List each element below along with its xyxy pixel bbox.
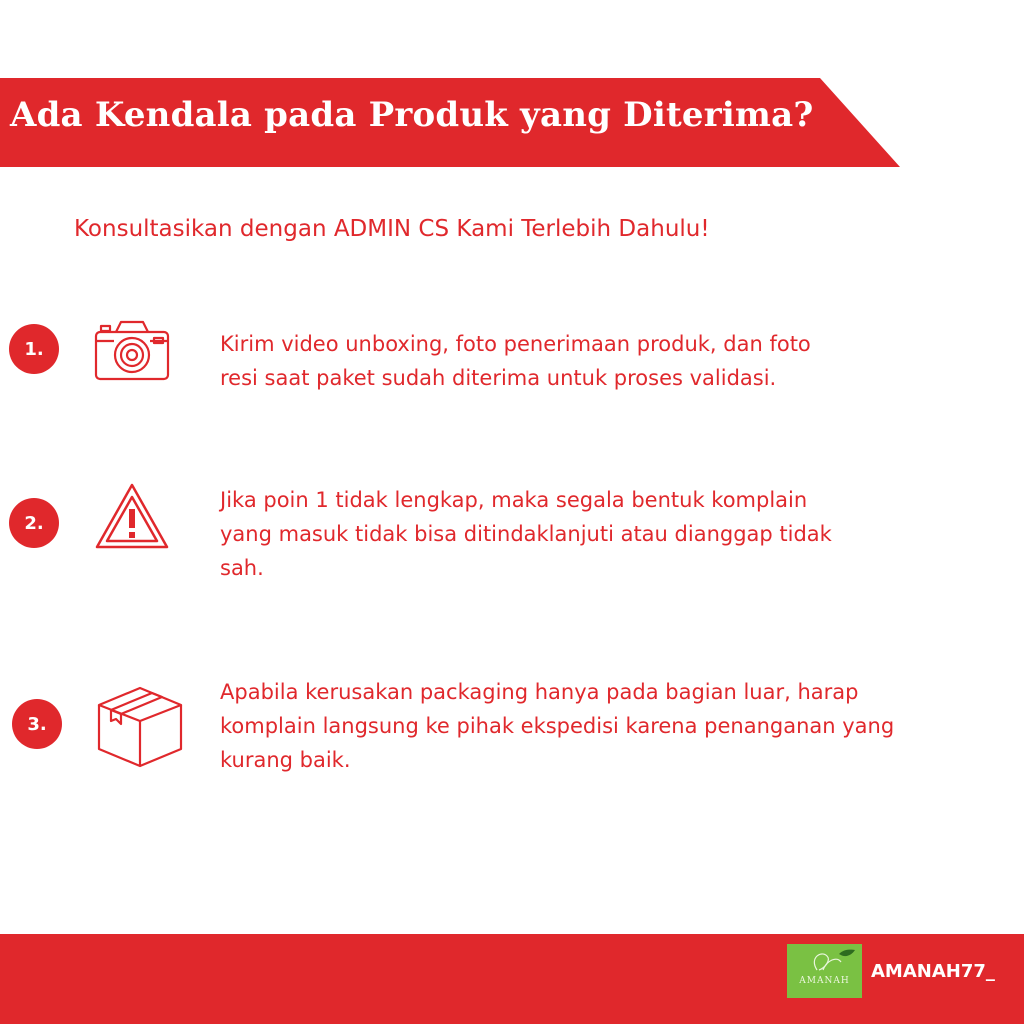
step-number-badge: 1. xyxy=(9,324,59,374)
package-box-icon xyxy=(95,683,185,769)
step-text-line: yang masuk tidak bisa ditindaklanjuti atau dianggap tidak xyxy=(220,522,832,546)
step-1-text xyxy=(220,327,811,395)
step-text-line: kurang baik. xyxy=(220,748,351,772)
logo-text: AMANAH xyxy=(799,976,850,986)
warning-icon xyxy=(94,482,170,550)
step-number-badge: 2. xyxy=(9,498,59,548)
step-text-line: komplain langsung ke pihak ekspedisi karena penanganan yang xyxy=(220,714,895,738)
step-3-text xyxy=(220,675,894,777)
step-text-line: Jika poin 1 tidak lengkap, maka segala bentuk komplain xyxy=(220,488,808,512)
brand-logo xyxy=(787,944,862,998)
step-2-text xyxy=(220,483,832,585)
brand-name: AMANAH77_ xyxy=(871,961,995,982)
step-text-line: resi saat paket sudah diterima untuk proses validasi. xyxy=(220,366,777,390)
step-text-line: Apabila kerusakan packaging hanya pada bagian luar, harap xyxy=(220,680,859,704)
step-text-line: sah. xyxy=(220,556,264,580)
camera-icon xyxy=(94,319,170,381)
leaf-icon xyxy=(787,944,862,976)
step-text-line: Kirim video unboxing, foto penerimaan produk, dan foto xyxy=(220,332,811,356)
page-subtitle: Konsultasikan dengan ADMIN CS Kami Terlebih Dahulu! xyxy=(74,216,710,242)
page-title: Ada Kendala pada Produk yang Diterima? xyxy=(10,95,814,135)
step-number-badge: 3. xyxy=(12,699,62,749)
